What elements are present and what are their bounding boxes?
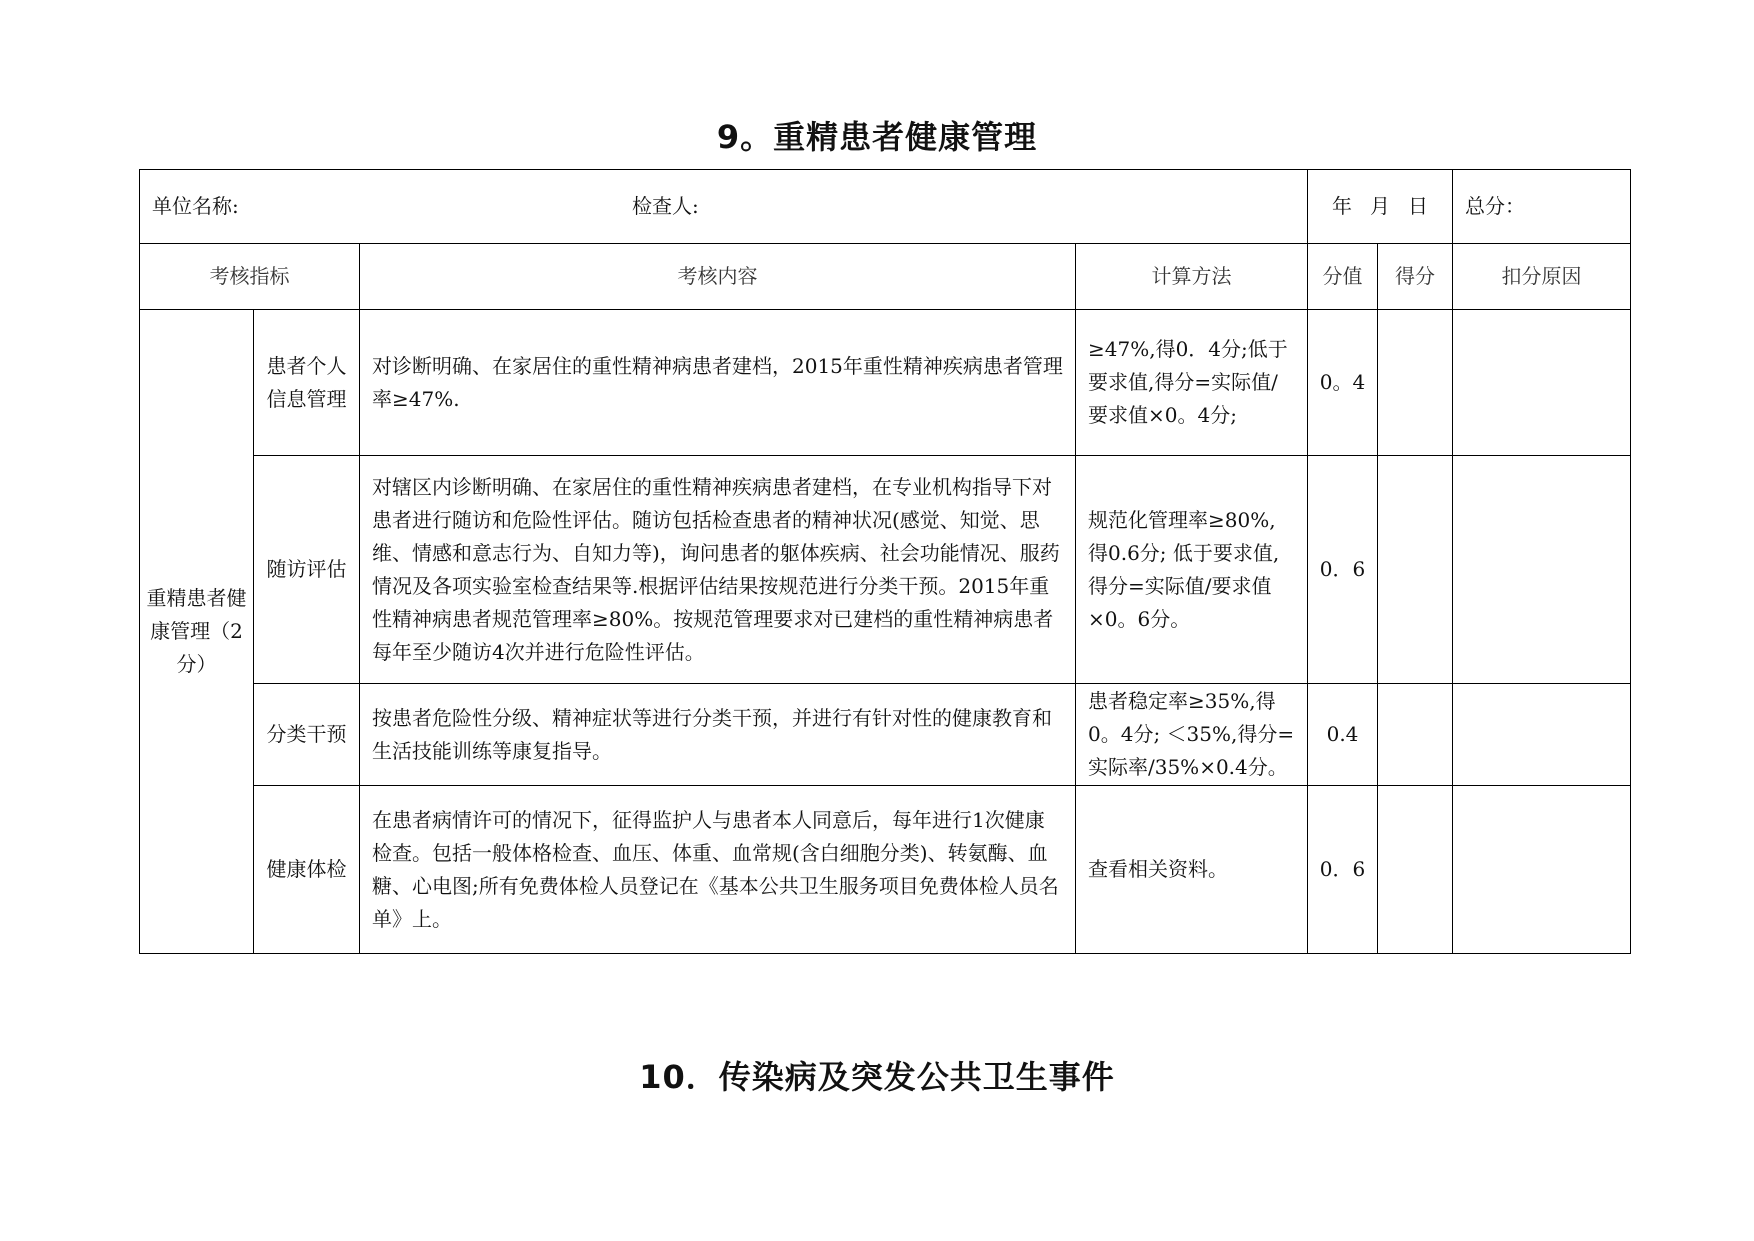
score-cell xyxy=(1378,456,1453,684)
sub-indicator: 患者个人信息管理 xyxy=(254,310,360,456)
col-value: 分值 xyxy=(1308,244,1378,310)
reason-cell xyxy=(1453,456,1631,684)
content-cell: 在患者病情许可的情况下，征得监护人与患者本人同意后，每年进行1次健康检查。包括一般体格检查、血压、体重、血常规(含白细胞分类)、转氨酶、血糖、心电图;所有免费体检人员登记在《基本公共卫生服务项目免费体检人员名单》上。 xyxy=(360,786,1076,954)
col-reason: 扣分原因 xyxy=(1453,244,1631,310)
col-method: 计算方法 xyxy=(1076,244,1308,310)
value-cell: 0。4 xyxy=(1308,310,1378,456)
date-day: 日 xyxy=(1408,194,1428,218)
table-row xyxy=(140,684,1631,786)
assessment-table xyxy=(139,169,1631,954)
method-cell: 患者稳定率≥35%,得0。4分; ＜35%,得分=实际率/35%×0.4分。 xyxy=(1076,684,1308,786)
method-cell: 查看相关资料。 xyxy=(1076,786,1308,954)
value-cell: 0．6 xyxy=(1308,786,1378,954)
col-indicator: 考核指标 xyxy=(140,244,360,310)
inspector-label: 检查人: xyxy=(632,194,699,218)
sub-indicator: 分类干预 xyxy=(254,684,360,786)
reason-cell xyxy=(1453,684,1631,786)
total-score-label: 总分： xyxy=(1453,170,1631,244)
unit-name-label: 单位名称: xyxy=(152,194,239,218)
table-row xyxy=(140,786,1631,954)
method-cell: 规范化管理率≥80%,得0.6分; 低于要求值,得分=实际值/要求值×0。6分。 xyxy=(1076,456,1308,684)
content-cell: 对辖区内诊断明确、在家居住的重性精神疾病患者建档，在专业机构指导下对患者进行随访和危险性评估。随访包括检查患者的精神状况(感觉、知觉、思维、情感和意志行为、自知力等)，询问患者的躯体疾病、社会功能情况、服药情况及各项实验室检查结果等.根据评估结果按规范进行分类干预。2015年重性精神病患者规范管理率≥80%。按规范管理要求对已建档的重性精神病患者每年至少随访4次并进行危险性评估。 xyxy=(360,456,1076,684)
header-row xyxy=(140,244,1631,310)
date-year: 年 xyxy=(1332,194,1352,218)
info-cell xyxy=(140,170,1308,244)
table-row xyxy=(140,310,1631,456)
col-score: 得分 xyxy=(1378,244,1453,310)
value-cell: 0.4 xyxy=(1308,684,1378,786)
score-cell xyxy=(1378,786,1453,954)
date-cell xyxy=(1308,170,1453,244)
page-title: 9。重精患者健康管理 xyxy=(716,118,1038,156)
score-cell xyxy=(1378,310,1453,456)
table-row xyxy=(140,456,1631,684)
col-content: 考核内容 xyxy=(360,244,1076,310)
content-cell: 按患者危险性分级、精神症状等进行分类干预，并进行有针对性的健康教育和生活技能训练等康复指导。 xyxy=(360,684,1076,786)
score-cell xyxy=(1378,684,1453,786)
category-cell: 重精患者健康管理（2分） xyxy=(140,310,254,954)
info-row xyxy=(140,170,1631,244)
reason-cell xyxy=(1453,786,1631,954)
value-cell: 0．6 xyxy=(1308,456,1378,684)
date-month: 月 xyxy=(1370,194,1390,218)
next-section-title: 10．传染病及突发公共卫生事件 xyxy=(639,1058,1115,1096)
method-cell: ≥47%,得0．4分;低于要求值,得分=实际值/要求值×0。4分; xyxy=(1076,310,1308,456)
sub-indicator: 健康体检 xyxy=(254,786,360,954)
sub-indicator: 随访评估 xyxy=(254,456,360,684)
reason-cell xyxy=(1453,310,1631,456)
content-cell: 对诊断明确、在家居住的重性精神病患者建档，2015年重性精神疾病患者管理率≥47%. xyxy=(360,310,1076,456)
